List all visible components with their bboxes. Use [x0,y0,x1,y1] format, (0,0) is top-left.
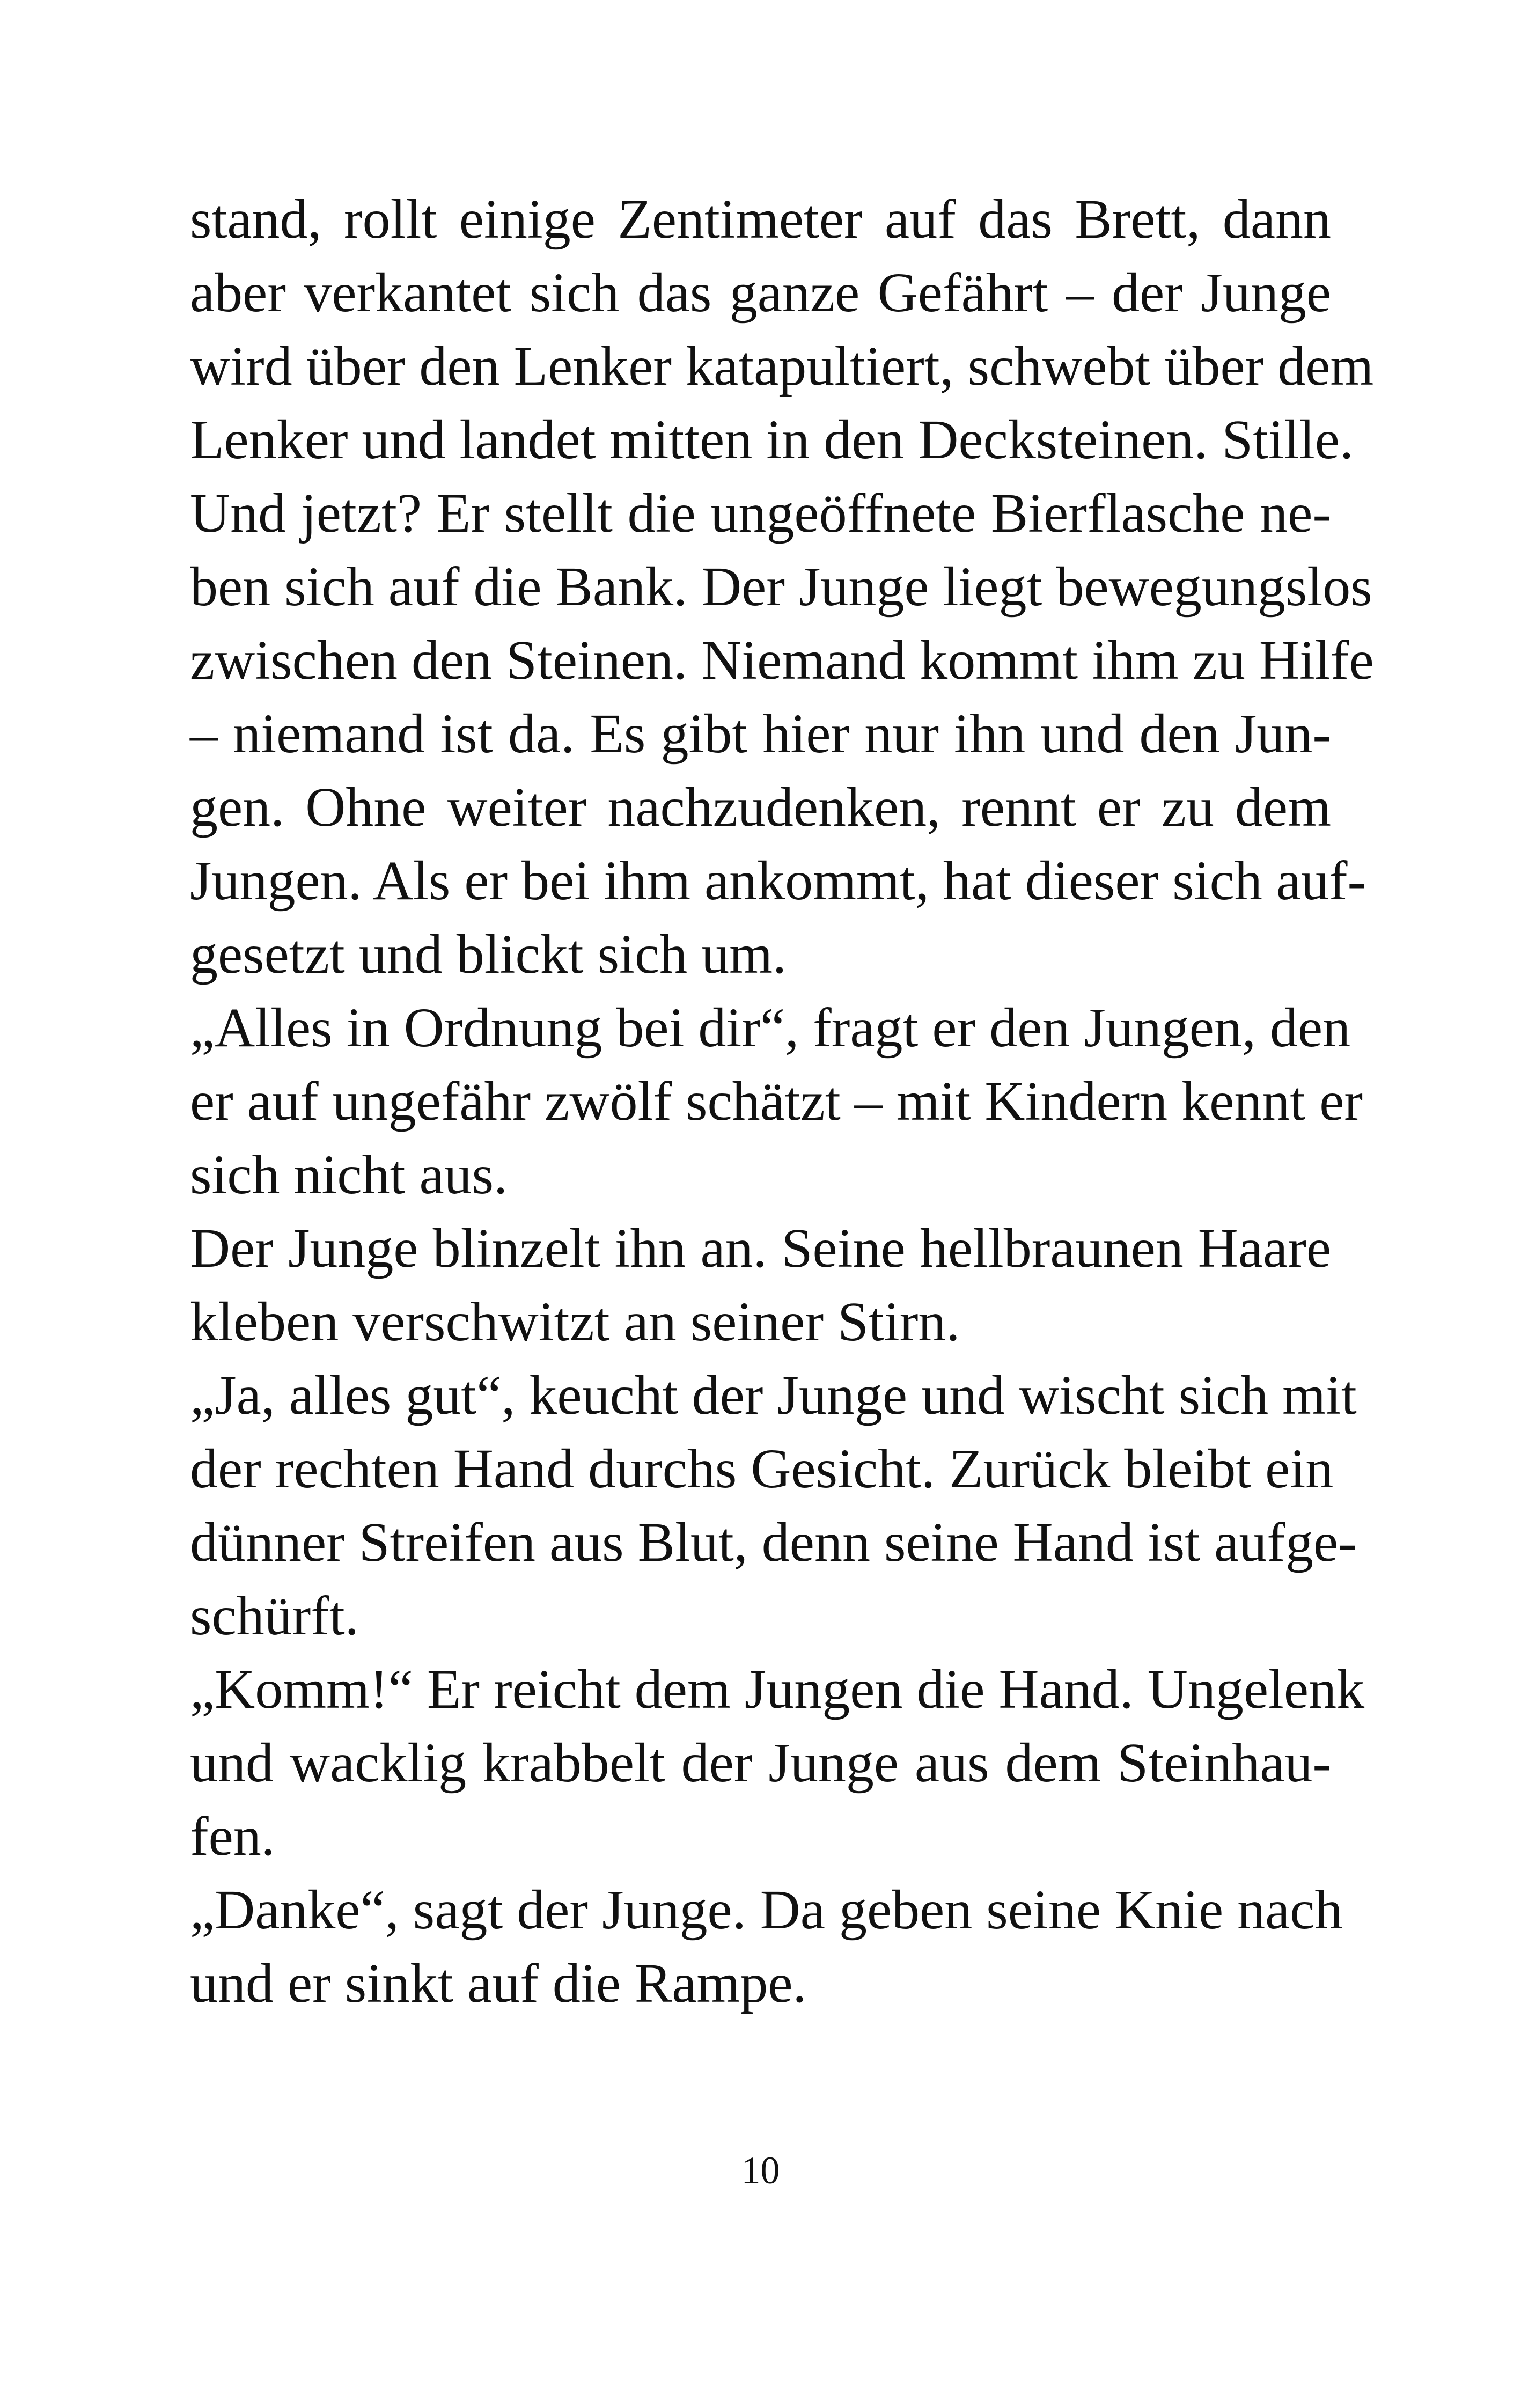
text-line: aber verkantet sich das ganze Gefährt – der Junge [190,262,1331,324]
text-line: ben sich auf die Bank. Der Junge liegt bewegungslos [190,556,1372,618]
text-line: „Alles in Ordnung bei dir“, fragt er den Jungen, den [190,997,1351,1059]
text-line: „Komm!“ Er reicht dem Jungen die Hand. Ungelenk [190,1658,1365,1720]
text-line: gen. Ohne weiter nachzudenken, rennt er zu dem [190,776,1331,838]
text-line: und wacklig krabbelt der Junge aus dem Steinhau- [190,1732,1331,1794]
text-line: Jungen. Als er bei ihm ankommt, hat dieser sich auf- [190,850,1366,912]
text-line: stand, rollt einige Zentimeter auf das Brett, dann [190,188,1331,250]
text-line: der rechten Hand durchs Gesicht. Zurück bleibt ein [190,1438,1334,1500]
text-line: fen. [190,1805,275,1867]
text-line: Und jetzt? Er stellt die ungeöffnete Bierflasche ne- [190,482,1331,544]
text-line: „Danke“, sagt der Junge. Da geben seine Knie nach [190,1879,1343,1941]
text-line: schürft. [190,1585,359,1647]
text-line: er auf ungefähr zwölf schätzt – mit Kindern kennt er [190,1070,1363,1132]
text-line: gesetzt und blickt sich um. [190,923,787,985]
text-line: – niemand ist da. Es gibt hier nur ihn und den Jun- [190,703,1331,765]
text-line: dünner Streifen aus Blut, denn seine Hand ist aufge- [190,1511,1357,1573]
text-line: zwischen den Steinen. Niemand kommt ihm zu Hilfe [190,629,1374,691]
page-number: 10 [741,2149,780,2192]
text-line: Der Junge blinzelt ihn an. Seine hellbraunen Haare [190,1217,1331,1279]
body-text [190,182,1374,2020]
text-line: Lenker und landet mitten in den Decksteinen. Stille. [190,409,1354,471]
text-line: „Ja, alles gut“, keucht der Junge und wischt sich mit [190,1364,1357,1426]
text-line: kleben verschwitzt an seiner Stirn. [190,1291,960,1353]
text-line: und er sinkt auf die Rampe. [190,1952,807,2014]
text-line: sich nicht aus. [190,1144,508,1206]
text-line: wird über den Lenker katapultiert, schwebt über dem [190,335,1374,397]
